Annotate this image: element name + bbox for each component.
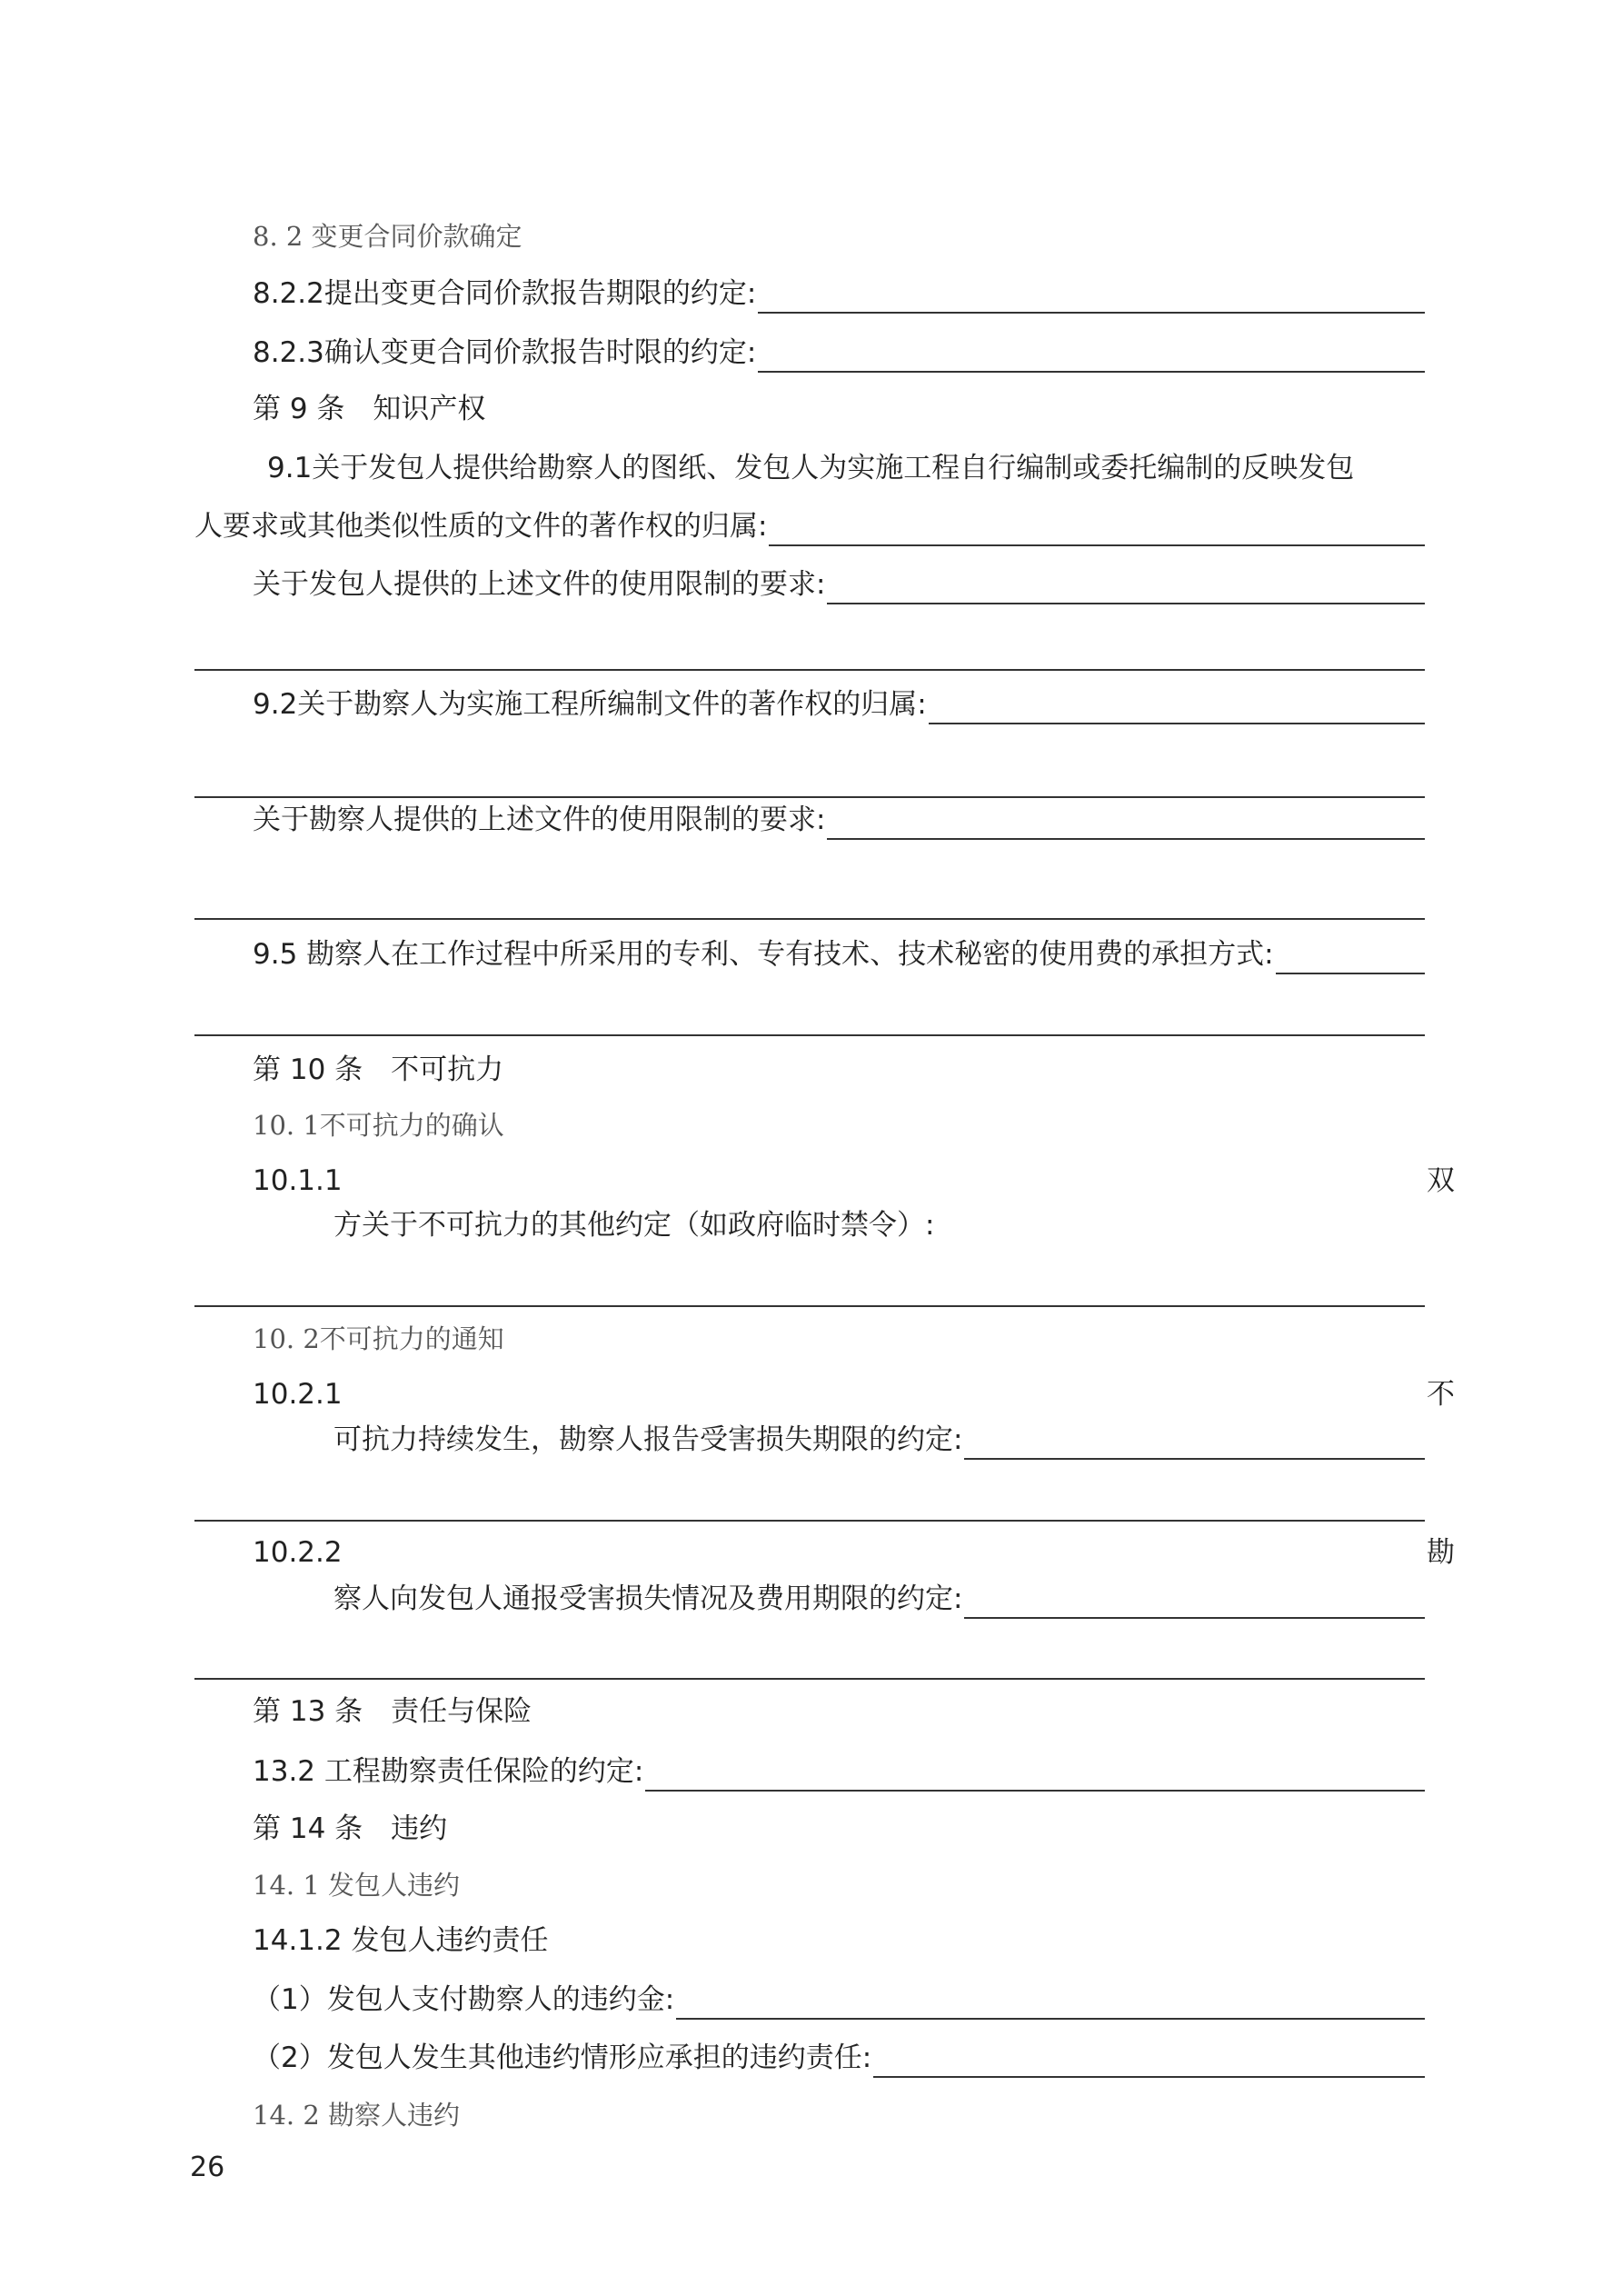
blank-line[interactable] xyxy=(873,2043,1425,2078)
blank-line-full[interactable] xyxy=(194,1678,1425,1680)
blank-line[interactable] xyxy=(1276,940,1425,974)
field-label: （2）发包人发生其他违约情形应承担的违约责任: xyxy=(253,2041,872,2074)
blank-line[interactable] xyxy=(929,690,1425,724)
field-10-1-1-number xyxy=(253,1161,1425,1201)
blank-line[interactable] xyxy=(827,570,1425,604)
field-label: 察人向发包人通报受害损失情况及费用期限的约定: xyxy=(333,1582,963,1615)
blank-line[interactable] xyxy=(827,805,1425,840)
field-label: 8.2.2提出变更合同价款报告期限的约定: xyxy=(253,277,757,310)
section-10-2-heading xyxy=(253,1319,1425,1359)
field-10-1-1 xyxy=(333,1205,1425,1245)
section-10-1-heading xyxy=(253,1105,1425,1145)
text: 第 10 条 不可抗力 xyxy=(253,1053,504,1086)
field-10-2-2-number xyxy=(253,1532,1425,1572)
blank-line[interactable] xyxy=(676,1985,1425,2020)
text: 10.2.1 xyxy=(253,1378,343,1411)
blank-line[interactable] xyxy=(758,338,1425,373)
field-9-1-restrictions xyxy=(253,564,1425,604)
blank-line[interactable] xyxy=(758,279,1425,314)
text: 10. 1不可抗力的确认 xyxy=(253,1110,504,1141)
field-9-1-line1 xyxy=(267,448,1425,488)
section-14-2-heading xyxy=(253,2095,1425,2135)
blank-line-full[interactable] xyxy=(194,1520,1425,1522)
field-label: 13.2 工程勘察责任保险的约定: xyxy=(253,1755,644,1788)
blank-line[interactable] xyxy=(645,1757,1425,1792)
field-8-2-3 xyxy=(253,333,1425,373)
blank-line-full[interactable] xyxy=(194,796,1425,798)
wrapped-char: 双 xyxy=(1427,1164,1455,1197)
section-14-1-2-heading xyxy=(253,1921,1425,1961)
field-label: 人要求或其他类似性质的文件的著作权的归属: xyxy=(194,510,768,543)
blank-line-full[interactable] xyxy=(194,669,1425,671)
page-number: 26 xyxy=(190,2151,225,2183)
field-label: 可抗力持续发生，勘察人报告受害损失期限的约定: xyxy=(333,1423,963,1456)
field-9-2 xyxy=(253,684,1425,724)
field-9-5 xyxy=(253,934,1425,974)
field-label: 关于发包人提供的上述文件的使用限制的要求: xyxy=(253,568,826,601)
article-9-heading xyxy=(253,389,1425,429)
text: 第 9 条 知识产权 xyxy=(253,393,486,425)
field-14-1-2-2 xyxy=(253,2038,1425,2078)
text: 10. 2不可抗力的通知 xyxy=(253,1323,504,1354)
section-8-2-heading xyxy=(253,216,1425,256)
section-14-1-heading xyxy=(253,1865,1425,1905)
text: 第 14 条 违约 xyxy=(253,1812,448,1845)
field-label: 方关于不可抗力的其他约定（如政府临时禁令）: xyxy=(333,1209,935,1242)
text: 第 13 条 责任与保险 xyxy=(253,1695,532,1728)
blank-line-full[interactable] xyxy=(194,1305,1425,1307)
article-14-heading xyxy=(253,1809,1425,1849)
field-8-2-2 xyxy=(253,274,1425,314)
text: 10.2.2 xyxy=(253,1536,343,1569)
blank-line[interactable] xyxy=(769,512,1425,546)
text: 10.1.1 xyxy=(253,1164,343,1197)
field-14-1-2-1 xyxy=(253,1980,1425,2020)
field-9-2-restrictions xyxy=(253,800,1425,840)
blank-line[interactable] xyxy=(964,1425,1425,1460)
text: 8. 2 变更合同价款确定 xyxy=(253,221,522,252)
article-13-heading xyxy=(253,1692,1425,1732)
wrapped-char: 不 xyxy=(1427,1378,1455,1411)
field-label: （1）发包人支付勘察人的违约金: xyxy=(253,1983,675,2016)
field-10-2-2 xyxy=(333,1579,1425,1619)
field-13-2 xyxy=(253,1752,1425,1792)
article-10-heading xyxy=(253,1050,1425,1090)
field-10-2-1 xyxy=(333,1420,1425,1460)
field-10-2-1-number xyxy=(253,1374,1425,1414)
field-label: 9.5 勘察人在工作过程中所采用的专利、专有技术、技术秘密的使用费的承担方式: xyxy=(253,938,1274,971)
blank-line[interactable] xyxy=(964,1584,1425,1619)
text: 14. 2 勘察人违约 xyxy=(253,2100,461,2131)
field-label: 9.2关于勘察人为实施工程所编制文件的著作权的归属: xyxy=(253,688,927,721)
field-9-1 xyxy=(194,506,1425,546)
text: 14.1.2 发包人违约责任 xyxy=(253,1924,549,1957)
text: 14. 1 发包人违约 xyxy=(253,1870,461,1901)
field-label: 关于勘察人提供的上述文件的使用限制的要求: xyxy=(253,804,826,836)
blank-line-full[interactable] xyxy=(194,918,1425,920)
wrapped-char: 勘 xyxy=(1427,1536,1455,1569)
field-label: 8.2.3确认变更合同价款报告时限的约定: xyxy=(253,336,757,369)
text: 9.1关于发包人提供给勘察人的图纸、发包人为实施工程自行编制或委托编制的反映发包 xyxy=(267,452,1355,484)
blank-line-full[interactable] xyxy=(194,1034,1425,1036)
